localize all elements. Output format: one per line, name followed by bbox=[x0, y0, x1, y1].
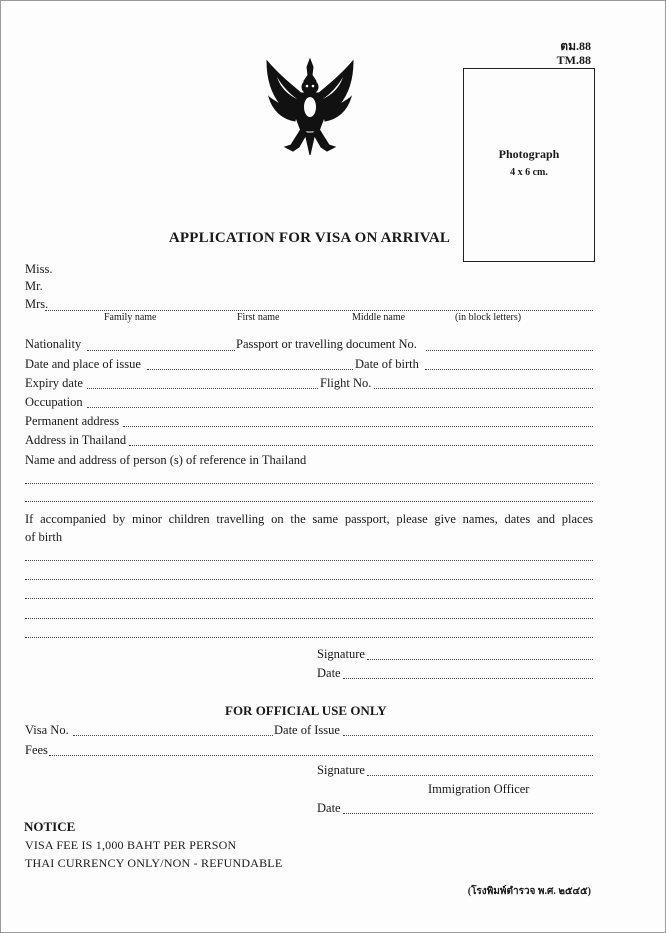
block-letters-caption: (in block letters) bbox=[455, 312, 522, 323]
signature-field[interactable] bbox=[367, 659, 593, 660]
children-field-4[interactable] bbox=[25, 618, 593, 619]
permanent-address-label: Permanent address bbox=[25, 414, 120, 428]
photo-size: 4 x 6 cm. bbox=[510, 167, 548, 178]
garuda-emblem-icon bbox=[263, 55, 357, 159]
fees-label: Fees bbox=[25, 743, 48, 757]
children-field-5[interactable] bbox=[25, 637, 593, 638]
passport-label: Passport or travelling document No. bbox=[236, 337, 417, 351]
nationality-field[interactable] bbox=[87, 350, 235, 351]
mr-label: Mr. bbox=[25, 279, 43, 293]
date-of-birth-label: Date of birth bbox=[355, 357, 419, 371]
name-field[interactable] bbox=[45, 310, 593, 311]
photo-label: Photograph bbox=[498, 147, 560, 161]
children-label-line1: If accompanied by minor children travelling on the same passport, please give names, dates and places bbox=[25, 512, 593, 526]
children-field-1[interactable] bbox=[25, 560, 593, 561]
fees-field[interactable] bbox=[49, 755, 593, 756]
permanent-address-field[interactable] bbox=[123, 426, 593, 427]
official-use-heading: FOR OFFICIAL USE ONLY bbox=[225, 703, 387, 718]
date-place-issue-field[interactable] bbox=[147, 369, 353, 370]
flight-no-field[interactable] bbox=[374, 388, 593, 389]
date-of-issue-label: Date of Issue bbox=[274, 723, 340, 737]
notice-line2: THAI CURRENCY ONLY/NON - REFUNDABLE bbox=[25, 856, 283, 870]
reference-person-label: Name and address of person (s) of reference in Thailand bbox=[25, 453, 307, 467]
date-of-birth-field[interactable] bbox=[425, 369, 593, 370]
mrs-label: Mrs. bbox=[25, 297, 49, 311]
visa-no-label: Visa No. bbox=[25, 723, 69, 737]
occupation-label: Occupation bbox=[25, 395, 83, 409]
address-thailand-label: Address in Thailand bbox=[25, 433, 127, 447]
date-field[interactable] bbox=[343, 678, 593, 679]
expiry-date-field[interactable] bbox=[87, 388, 318, 389]
address-thailand-field[interactable] bbox=[129, 445, 593, 446]
miss-label: Miss. bbox=[25, 262, 53, 276]
date-place-issue-label: Date and place of issue bbox=[25, 357, 141, 371]
notice-line1: VISA FEE IS 1,000 BAHT PER PERSON bbox=[25, 838, 237, 852]
flight-no-label: Flight No. bbox=[320, 376, 372, 390]
form-code: TM.88 bbox=[556, 53, 591, 67]
children-label-line2: of birth bbox=[25, 530, 63, 544]
visa-no-field[interactable] bbox=[73, 735, 273, 736]
middle-name-caption: Middle name bbox=[352, 312, 406, 323]
date-label: Date bbox=[317, 666, 341, 680]
form-title: APPLICATION FOR VISA ON ARRIVAL bbox=[168, 230, 451, 246]
children-field-2[interactable] bbox=[25, 579, 593, 580]
passport-field[interactable] bbox=[426, 350, 593, 351]
children-field-3[interactable] bbox=[25, 598, 593, 599]
occupation-field[interactable] bbox=[87, 407, 593, 408]
expiry-date-label: Expiry date bbox=[25, 376, 83, 390]
nationality-label: Nationality bbox=[25, 337, 82, 351]
officer-date-label: Date bbox=[317, 801, 341, 815]
officer-signature-label: Signature bbox=[317, 763, 365, 777]
first-name-caption: First name bbox=[237, 312, 280, 323]
date-of-issue-field[interactable] bbox=[343, 735, 593, 736]
notice-heading: NOTICE bbox=[24, 819, 76, 834]
immigration-officer-label: Immigration Officer bbox=[428, 782, 530, 796]
officer-signature-field[interactable] bbox=[367, 775, 593, 776]
officer-date-field[interactable] bbox=[343, 813, 593, 814]
reference-person-field-2[interactable] bbox=[25, 501, 593, 502]
printer-note: (โรงพิมพ์ตำรวจ พ.ศ. ๒๕๔๕) bbox=[467, 886, 591, 897]
signature-label: Signature bbox=[317, 647, 365, 661]
family-name-caption: Family name bbox=[104, 312, 157, 323]
reference-person-field-1[interactable] bbox=[25, 483, 593, 484]
form-code-thai: ตม.88 bbox=[560, 39, 591, 53]
